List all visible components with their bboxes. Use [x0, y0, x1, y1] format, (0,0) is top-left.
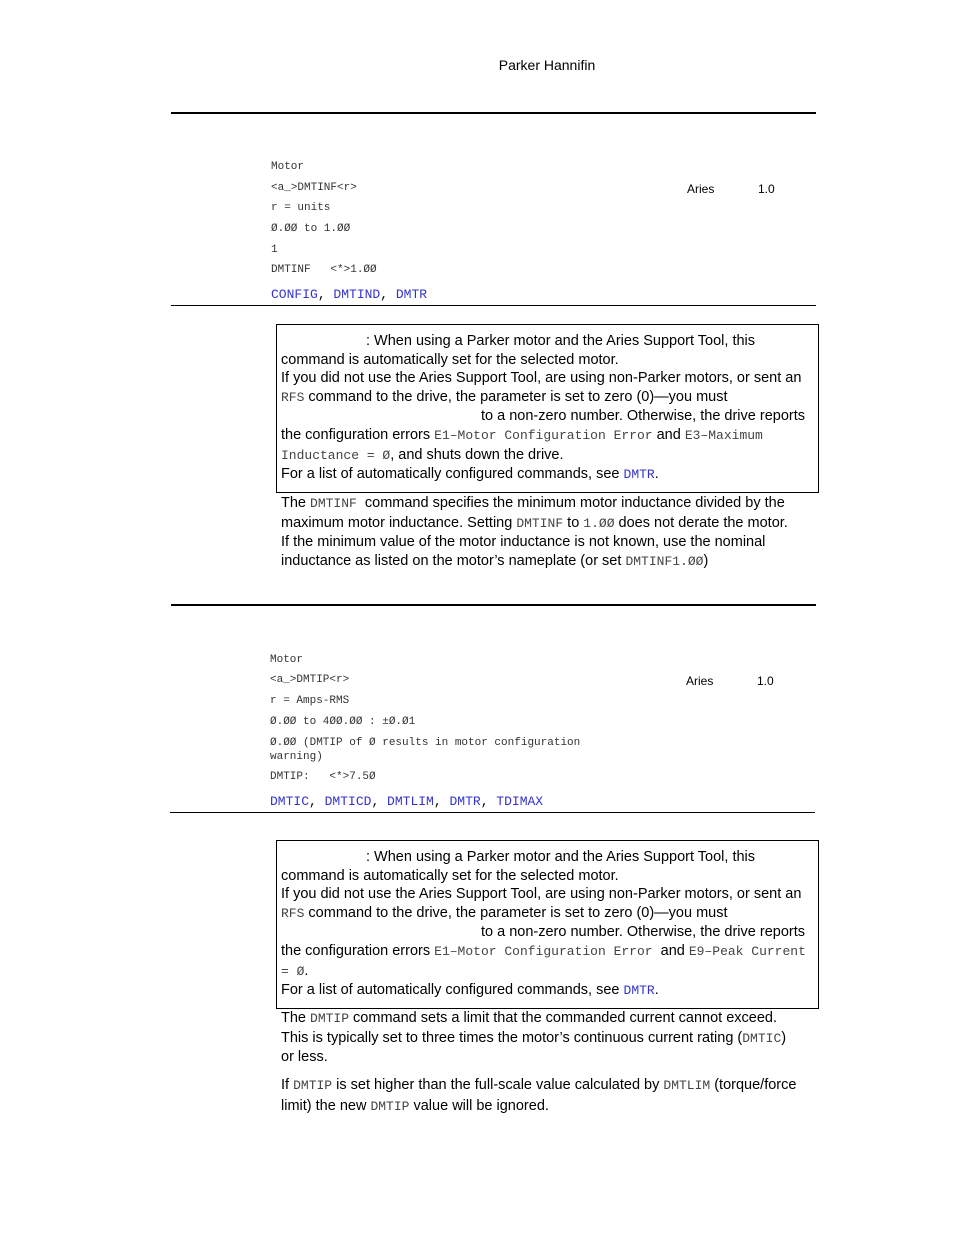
description: The DMTINF command specifies the minimum motor inductance divided by the maximum motor inductance. Setting DMTINF to 1.ØØ does not derate the motor. If the minimum value of the motor inductance is not known, use the nominal inductance as listed on the motor’s nameplate (or set DMTINF1.ØØ) [281, 495, 789, 569]
see-also-link-dmtlim[interactable]: DMTLIM [387, 794, 434, 809]
page-header [0, 57, 954, 73]
range-value: Ø.ØØ to 4ØØ.ØØ : ±Ø.Ø1 [270, 716, 416, 728]
type-value: Motor [270, 654, 304, 666]
note-line: : When using a Parker motor and the Aries Support Tool, this command is automatically set for the selected motor. [281, 849, 756, 884]
syntax-value: <a_>DMTINF<r> [271, 182, 357, 194]
rfs-code: RFS [281, 905, 305, 921]
units-value: r = units [271, 202, 331, 214]
table-divider [171, 305, 816, 306]
see-also: CONFIG, DMTIND, DMTR [271, 287, 428, 302]
response-value: DMTINF <*>1.ØØ [271, 264, 377, 276]
table-divider [170, 812, 815, 813]
note-line: : When using a Parker motor and the Aries Support Tool, this command is automatically set for the selected motor. [281, 333, 756, 368]
see-also: DMTIC, DMTICD, DMTLIM, DMTR, TDIMAX [270, 794, 544, 809]
see-also-link-dmtic[interactable]: DMTIC [270, 794, 310, 809]
error-code: E3–Maximum Inductance = Ø [281, 427, 763, 463]
syntax-value: <a_>DMTIP<r> [270, 674, 350, 686]
product-name: Aries [686, 674, 714, 688]
error-code: E1–Motor Configuration Error [434, 427, 653, 443]
see-also-link-dmtr[interactable]: DMTR [395, 287, 428, 302]
dmtr-link[interactable]: DMTR [623, 983, 655, 999]
units-value: r = Amps-RMS [270, 695, 350, 707]
response-value: DMTIP: <*>7.5Ø [270, 771, 376, 783]
section-rule [171, 604, 816, 606]
note-box: : When using a Parker motor and the Aries Support Tool, this command is automatically set for the selected motor. If you did not use the Aries Support Tool, are using non-Parker motors, or sent an RFS command to the drive, the parameter is set to zero (0)—you mustto a non-zero number. Otherwise, the drive reports the configuration errors E1–Motor Configuration Error and E9–Peak Current = Ø. For a list of automatically configured commands, see DMTR. [276, 840, 819, 1009]
dmtr-link[interactable]: DMTR [623, 467, 655, 483]
see-also-link-dmtind[interactable]: DMTIND [333, 287, 381, 302]
see-also-link-config[interactable]: CONFIG [271, 287, 318, 302]
rfs-code: RFS [281, 389, 305, 405]
error-code: E9–Peak Current = Ø [281, 943, 806, 979]
revision-value: 1.0 [757, 674, 774, 688]
note-box: : When using a Parker motor and the Aries Support Tool, this command is automatically set for the selected motor. If you did not use the Aries Support Tool, are using non-Parker motors, or sent an RFS command to the drive, the parameter is set to zero (0)—you mustto a non-zero number. Otherwise, the drive reports the configuration errors E1–Motor Configuration Error and E3–Maximum Inductance = Ø, and shuts down the drive. For a list of automatically configured commands, see DMTR. [276, 324, 819, 493]
revision-value: 1.0 [758, 182, 775, 196]
header-rule [171, 112, 816, 114]
see-also-link-tdimax[interactable]: TDIMAX [496, 794, 544, 809]
error-code: E1–Motor Configuration Error [434, 943, 653, 959]
company-name: Parker Hannifin [498, 57, 596, 73]
see-also-link-dmticd[interactable]: DMTICD [324, 794, 372, 809]
product-name: Aries [687, 182, 715, 196]
range-value: Ø.ØØ to 1.ØØ [271, 223, 351, 235]
description: The DMTIP command sets a limit that the commanded current cannot exceed. This is typically set to three times the motor’s continuous current rating (DMTIC) or less. If DMTIP is set higher than the full-scale value calculated by DMTLIM (torque/force limit) the new DMTIP value will be ignored. [281, 1010, 797, 1114]
type-value: Motor [271, 161, 305, 173]
default-value: Ø.ØØ (DMTIP of Ø results in motor configuration warning) [270, 737, 581, 763]
see-also-link-dmtr[interactable]: DMTR [449, 794, 481, 809]
default-value: 1 [271, 244, 278, 256]
